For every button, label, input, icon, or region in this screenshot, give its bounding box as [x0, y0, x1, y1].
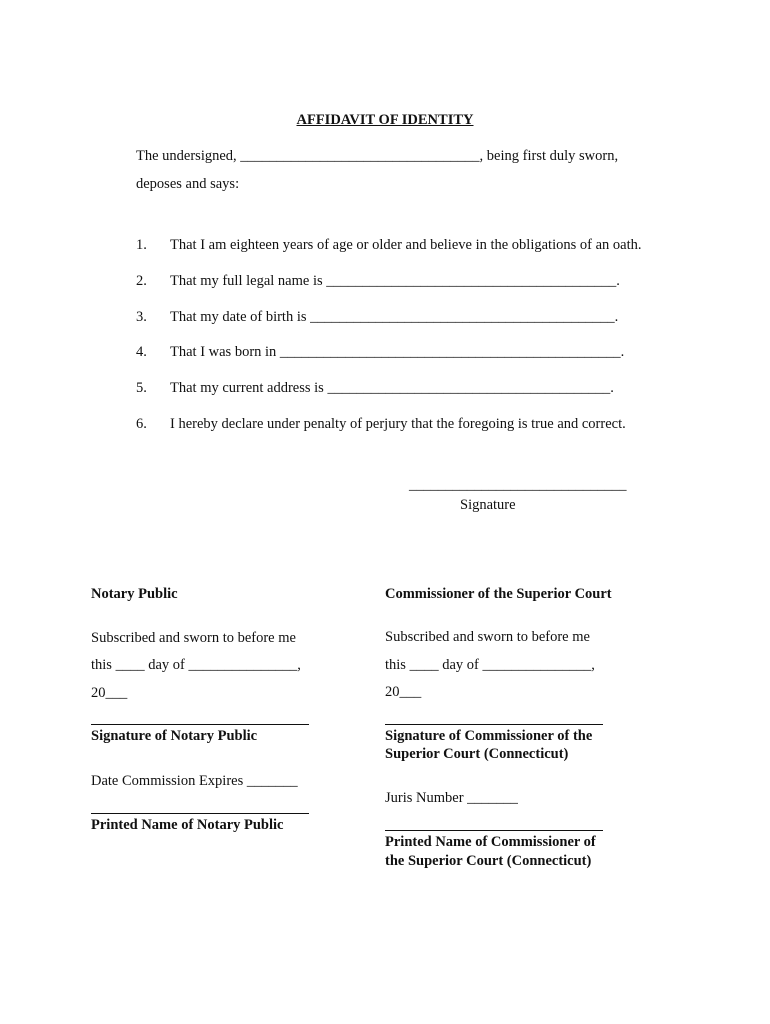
list-item-number: 2.: [136, 273, 147, 289]
signature-line: ______________________________: [409, 477, 627, 493]
notary-year-line: 20___: [91, 685, 128, 701]
list-item-number: 6.: [136, 416, 147, 432]
list-item: That my full legal name is ________________________________________.: [170, 273, 620, 289]
commissioner-heading: Commissioner of the Superior Court: [385, 586, 612, 602]
notary-heading: Notary Public: [91, 586, 178, 602]
list-item: That my date of birth is __________________________________________.: [170, 309, 619, 325]
list-item: That I was born in _______________________________________________.: [170, 344, 625, 360]
commissioner-signature-label: Superior Court (Connecticut): [385, 746, 569, 762]
signature-label: Signature: [460, 497, 516, 513]
document-title: AFFIDAVIT OF IDENTITY: [296, 112, 474, 128]
commissioner-printed-name-label: Printed Name of Commissioner of: [385, 834, 596, 850]
commissioner-year-line: 20___: [385, 684, 422, 700]
notary-signature-rule: [91, 724, 309, 725]
intro-line-1: The undersigned, _________________________________, being first duly sworn,: [136, 148, 619, 164]
commissioner-juris-number: Juris Number _______: [385, 790, 518, 806]
notary-printed-name-rule: [91, 813, 309, 814]
notary-day-line: this ____ day of _______________,: [91, 657, 301, 673]
commissioner-sworn-text: Subscribed and sworn to before me: [385, 629, 590, 645]
intro-line-2: deposes and says:: [136, 176, 240, 192]
notary-signature-label: Signature of Notary Public: [91, 728, 258, 744]
list-item-number: 3.: [136, 309, 147, 325]
notary-printed-name-label: Printed Name of Notary Public: [91, 817, 284, 833]
list-item: That I am eighteen years of age or older and believe in the obligations of an oath.: [170, 237, 642, 253]
commissioner-signature-label: Signature of Commissioner of the: [385, 728, 593, 744]
commissioner-printed-name-label: the Superior Court (Connecticut): [385, 853, 592, 869]
commissioner-printed-name-rule: [385, 830, 603, 831]
commissioner-day-line: this ____ day of _______________,: [385, 657, 595, 673]
list-item-number: 4.: [136, 344, 147, 360]
list-item: I hereby declare under penalty of perjury that the foregoing is true and correct.: [170, 416, 626, 432]
list-item: That my current address is _______________________________________.: [170, 380, 614, 396]
list-item-number: 5.: [136, 380, 147, 396]
commissioner-signature-rule: [385, 724, 603, 725]
notary-commission-expires: Date Commission Expires _______: [91, 773, 298, 789]
list-item-number: 1.: [136, 237, 147, 253]
notary-sworn-text: Subscribed and sworn to before me: [91, 630, 296, 646]
